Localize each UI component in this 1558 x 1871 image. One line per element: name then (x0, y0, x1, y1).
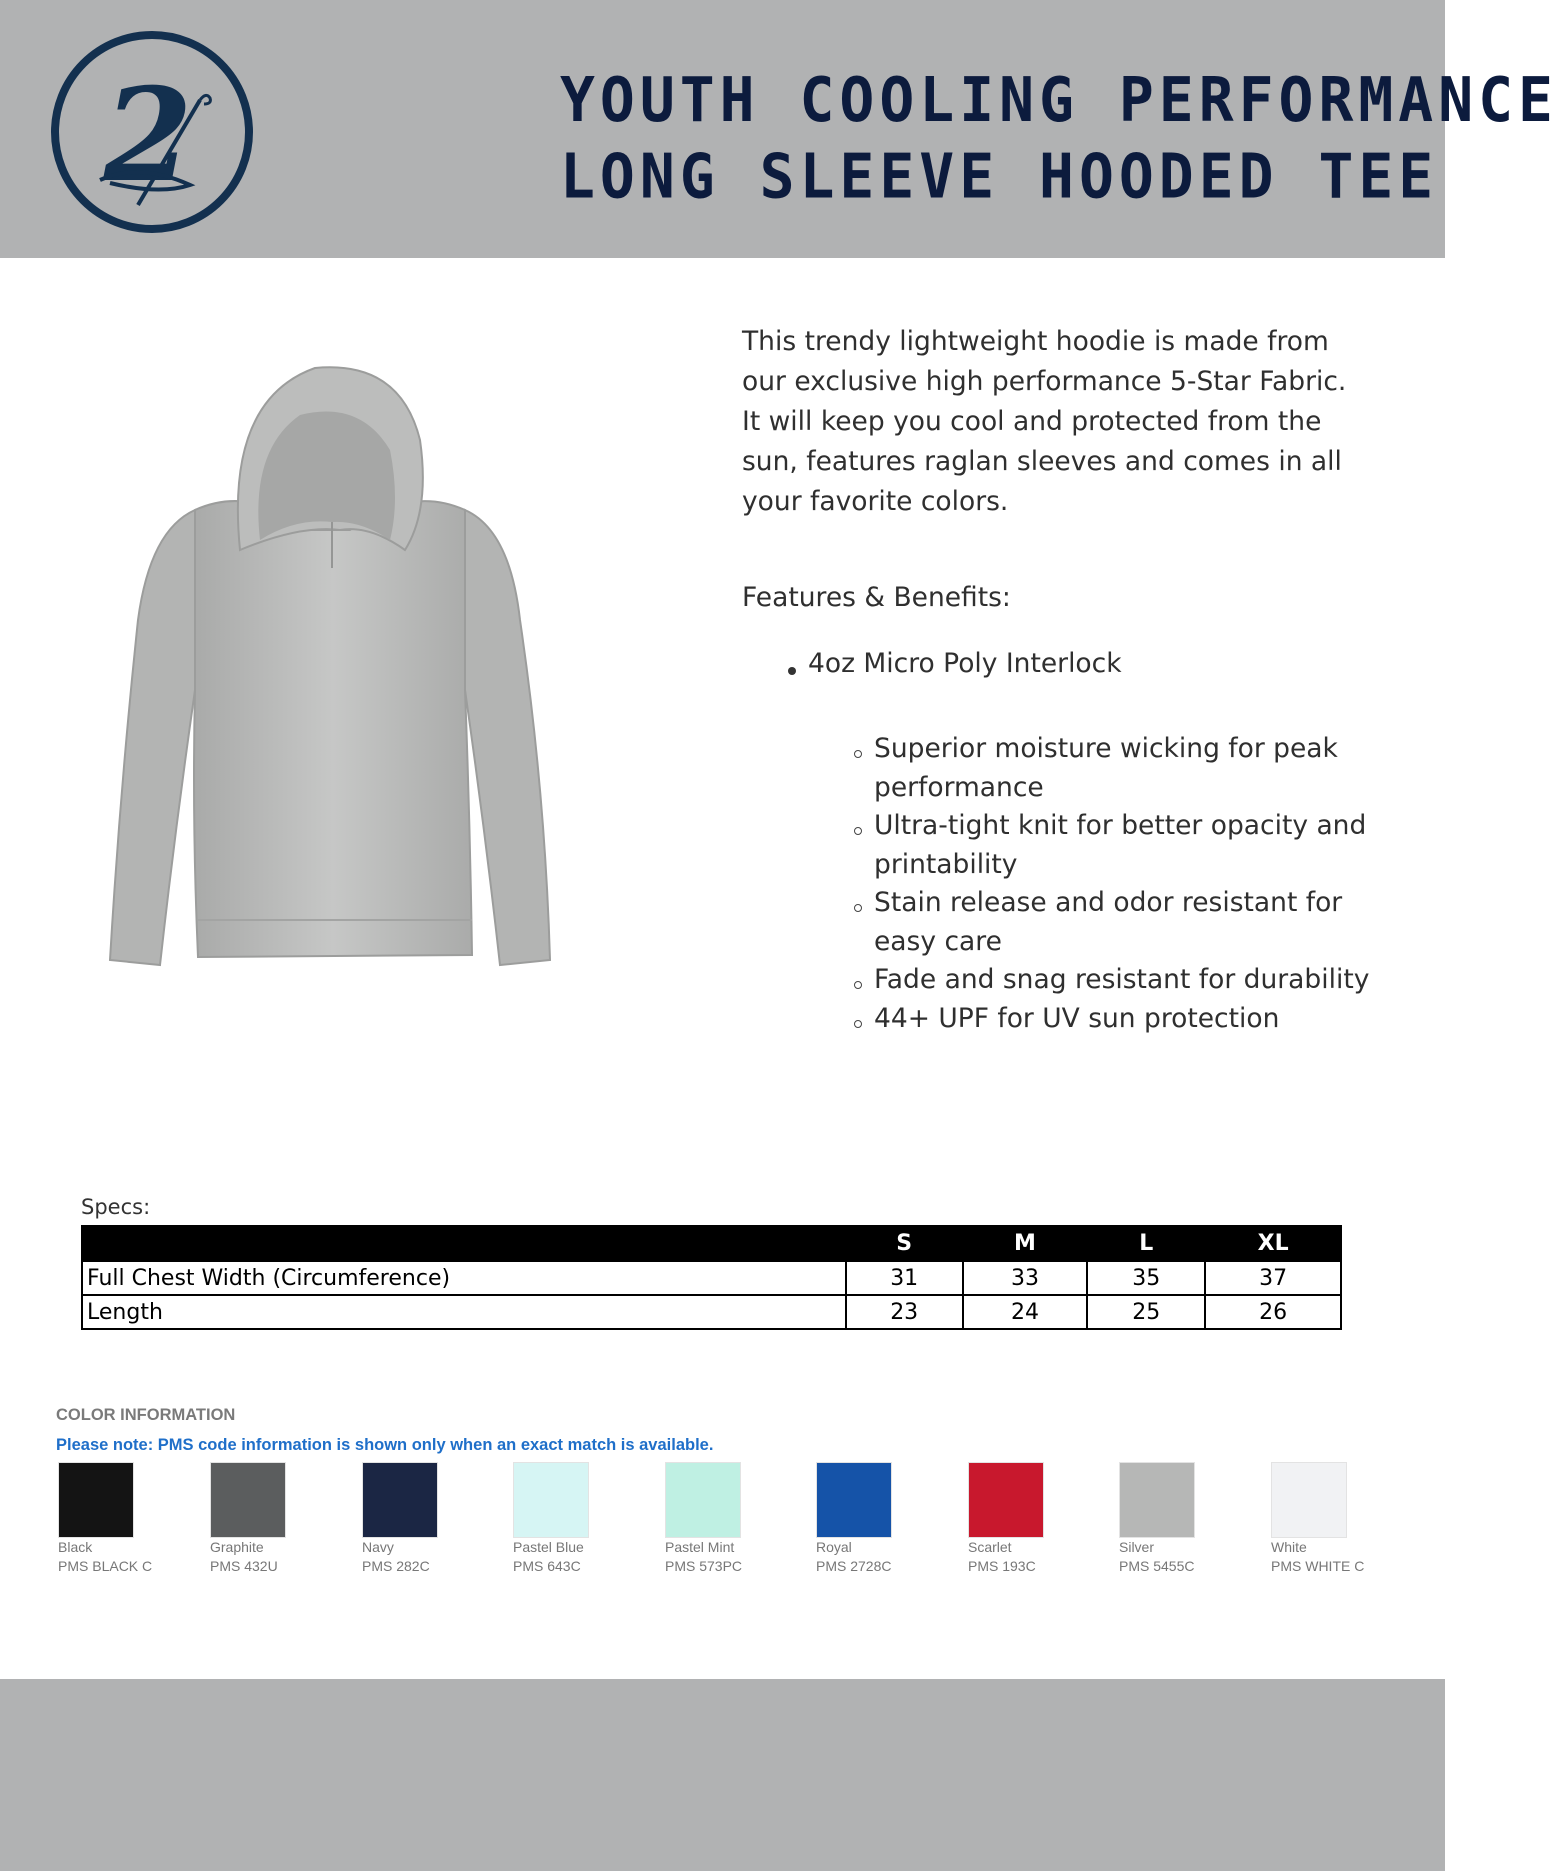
specs-table (81, 1225, 1342, 1330)
size-header: S (846, 1226, 963, 1261)
swatch-name: Royal (816, 1539, 852, 1555)
swatch-pms: PMS 432U (210, 1558, 278, 1574)
size-header: L (1087, 1226, 1205, 1261)
table-header-row (82, 1226, 1341, 1261)
color-swatch (1119, 1462, 1195, 1538)
logo-numeral: 2 (103, 61, 193, 211)
color-swatch (513, 1462, 589, 1538)
color-info-heading: COLOR INFORMATION (56, 1406, 236, 1424)
color-swatch-item (665, 1462, 795, 1576)
color-swatch (968, 1462, 1044, 1538)
color-swatch-item (513, 1462, 643, 1576)
row-label: Length (82, 1295, 846, 1329)
swatch-name: Black (58, 1539, 93, 1555)
color-swatch (58, 1462, 134, 1538)
table-row (82, 1295, 1341, 1329)
circle-bullet-icon (854, 750, 862, 758)
swatch-pms: PMS 193C (968, 1558, 1036, 1574)
swatch-name: Graphite (210, 1539, 264, 1555)
swatch-pms: PMS 2728C (816, 1558, 892, 1574)
footer-band (0, 1679, 1445, 1871)
swatch-pms: PMS WHITE C (1271, 1558, 1365, 1574)
title-line-1: YOUTH COOLING PERFORMANCE (560, 63, 1558, 136)
list-item: Superior moisture wicking for peak performance (854, 730, 1374, 807)
list-item: Fade and snag resistant for durability (854, 961, 1374, 1000)
table-cell: 31 (846, 1261, 963, 1295)
title-line-2: LONG SLEEVE HOODED TEE (560, 140, 1439, 213)
color-swatch (816, 1462, 892, 1538)
size-header: M (963, 1226, 1088, 1261)
swatch-pms: PMS 643C (513, 1558, 581, 1574)
pms-note: Please note: PMS code information is shown only when an exact match is available. (56, 1436, 714, 1454)
color-swatch-item (1271, 1462, 1401, 1576)
swatch-name: Silver (1119, 1539, 1155, 1555)
swatch-name: Pastel Blue (513, 1539, 584, 1555)
color-swatch (362, 1462, 438, 1538)
list-item: Stain release and odor resistant for easy care (854, 884, 1374, 961)
swatch-pms: PMS 573PC (665, 1558, 743, 1574)
color-swatch-item (816, 1462, 946, 1576)
table-cell: 37 (1205, 1261, 1341, 1295)
swatch-pms: PMS 5455C (1119, 1558, 1195, 1574)
feature-sublist (854, 730, 1374, 1038)
list-item: 44+ UPF for UV sun protection (854, 1000, 1374, 1039)
color-swatch (210, 1462, 286, 1538)
circle-bullet-icon (854, 904, 862, 912)
hoodie-product-image (100, 360, 560, 970)
table-cell: 24 (963, 1295, 1088, 1329)
swatch-name: Scarlet (968, 1539, 1012, 1555)
color-swatch-item (1119, 1462, 1249, 1576)
features-heading: Features & Benefits: (742, 582, 1011, 613)
swatch-name: Pastel Mint (665, 1539, 735, 1555)
swatch-name: White (1271, 1539, 1307, 1555)
table-cell: 25 (1087, 1295, 1205, 1329)
circle-bullet-icon (854, 1020, 862, 1028)
specs-heading: Specs: (81, 1195, 151, 1219)
size-header: XL (1205, 1226, 1341, 1261)
product-description: This trendy lightweight hoodie is made from our exclusive high performance 5-Star Fabric. It will keep you cool and protected from the sun, features raglan sleeves and comes in all your favorite colors. (742, 326, 1347, 517)
table-header-blank (82, 1226, 846, 1261)
color-swatch (665, 1462, 741, 1538)
main-feature-text: 4oz Micro Poly Interlock (808, 648, 1122, 679)
circle-bullet-icon (854, 981, 862, 989)
table-cell: 26 (1205, 1295, 1341, 1329)
table-cell: 35 (1087, 1261, 1205, 1295)
table-cell: 33 (963, 1261, 1088, 1295)
color-swatch-item (210, 1462, 340, 1576)
list-item: Ultra-tight knit for better opacity and printability (854, 807, 1374, 884)
color-swatch-item (362, 1462, 492, 1576)
bullet-dot-icon (788, 667, 796, 675)
brand-logo (50, 30, 255, 235)
color-swatch (1271, 1462, 1347, 1538)
swatch-name: Navy (362, 1539, 394, 1555)
circle-bullet-icon (854, 827, 862, 835)
color-swatch-item (968, 1462, 1098, 1576)
row-label: Full Chest Width (Circumference) (82, 1261, 846, 1295)
color-swatch-item (58, 1462, 188, 1576)
page-title (560, 62, 1558, 215)
header-band (0, 0, 1558, 258)
swatch-pms: PMS 282C (362, 1558, 430, 1574)
table-cell: 23 (846, 1295, 963, 1329)
swatch-pms: PMS BLACK C (58, 1558, 153, 1574)
table-row (82, 1261, 1341, 1295)
